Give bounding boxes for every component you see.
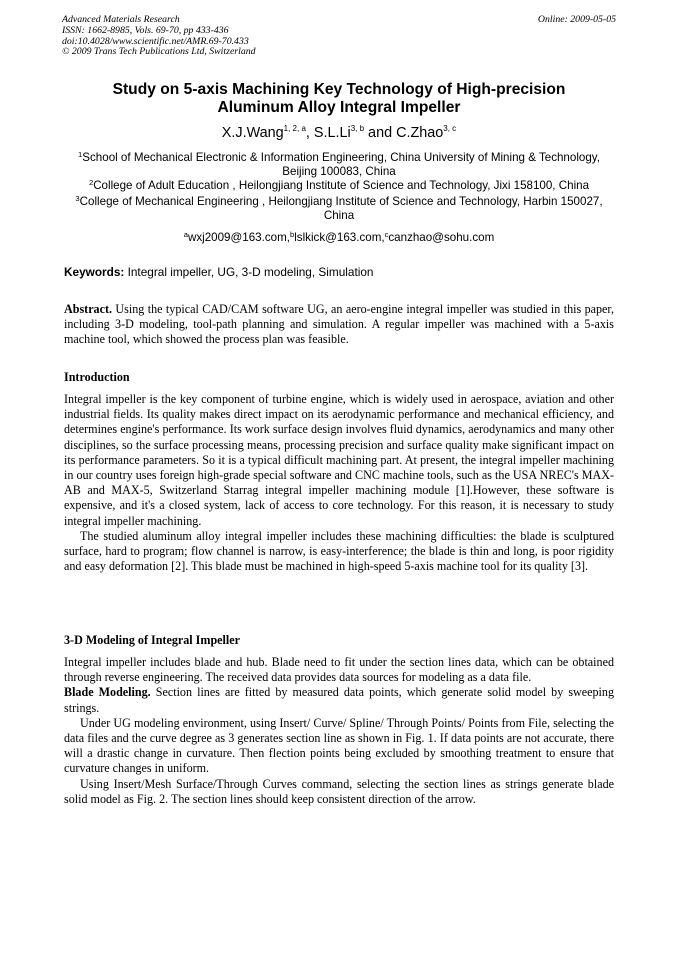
keywords (64, 265, 614, 279)
email-address: lslkick@163.com, (294, 231, 385, 244)
email-address: canzhao@sohu.com (388, 231, 495, 244)
section-heading-introduction: Introduction (64, 370, 130, 384)
author-affiliation-mark: 3, c (443, 124, 457, 133)
online-date: Online: 2009-05-05 (537, 14, 616, 25)
introduction-paragraph-1: Integral impeller is the key component of turbine engine, which is widely used in aerospace, aviation and other industrial fields. Its quality makes direct impact on its aerodynamic performance and mechanical efficiency, and determines engine's performance. Its work surface design involves fluid dynamics, aerodynamics and many other disciplines, so the surface processing means, processing precision and surface quality make significant impact on its performance parameters. So it is a typical difficult machining part. At present, the integral impeller machining in our country uses foreign high-grade special software and CNC machine tools, such as the USA NREC's MAX-AB and MAX-5, Switzerland Starrag integral impeller machining module [1].However, these software is expensive, and it's a closed system, lack of access to core technology. For this reason, it is necessary to study integral impeller machining. (64, 392, 614, 528)
keywords-text: Integral impeller, UG, 3-D modeling, Simulation (124, 265, 374, 279)
journal-header (62, 15, 616, 58)
author-affiliation-mark: 1, 2, a (283, 124, 306, 133)
title-line-2: Aluminum Alloy Integral Impeller (217, 99, 461, 116)
affiliation-text: College of Mechanical Engineering , Heilongjiang Institute of Science and Technology, Harbin 150027, China (79, 195, 603, 223)
abstract-paragraph (64, 302, 614, 348)
author-list (64, 124, 614, 142)
email-mark: c (384, 230, 389, 239)
blade-modeling-label: Blade Modeling. (64, 685, 151, 700)
introduction-paragraph-2: The studied aluminum alloy integral impeller includes these machining difficulties: the blade is sculptured surface, hard to program; flow channel is narrow, is easy-interference; the blade is thin and long, is poor rigidity and easy deformation [2]. This blade must be machined in high-speed 5-axis machine tool for its quality [3]. (64, 528, 614, 574)
abstract (64, 302, 614, 348)
paper-title (64, 81, 614, 117)
abstract-text: Using the typical CAD/CAM software UG, an aero-engine integral impeller was studied in this paper, including 3-D modeling, tool-path planning and simulation. A regular impeller was machined with a 5-axis machine tool, which showed the process plan was feasible. (64, 302, 614, 347)
affiliation-text: College of Adult Education , Heilongjiang Institute of Science and Technology, Jixi 158100, China (93, 179, 590, 192)
affiliation-text: School of Mechanical Electronic & Information Engineering, China University of Mining & Technology, Beijing 100083, China (82, 151, 600, 179)
journal-name: Advanced Materials Research (62, 14, 180, 25)
author-name: S.L.Li (313, 125, 351, 141)
email-address: wxj2009@163.com, (187, 231, 290, 244)
affiliation-mark: 1 (78, 150, 83, 159)
author-affiliation-mark: 3, b (350, 124, 365, 133)
email-mark: b (289, 230, 295, 239)
author-separator: and (364, 125, 397, 141)
author-name: X.J.Wang (221, 125, 284, 141)
title-line-1: Study on 5-axis Machining Key Technology of High-precision (112, 81, 566, 98)
affiliation-3 (64, 195, 614, 223)
affiliation-mark: 2 (88, 178, 94, 187)
modeling-paragraph-1: Integral impeller includes blade and hub. Blade need to fit under the section lines data, which can be obtained through reverse engineering. The received data provides data sources for modeling as a data file. (64, 655, 614, 685)
journal-doi: doi:10.4028/www.scientific.net/AMR.69-70.433 (62, 35, 249, 47)
abstract-label: Abstract. (64, 302, 113, 316)
section-heading-3d-modeling: 3-D Modeling of Integral Impeller (64, 633, 241, 647)
journal-copyright: © 2009 Trans Tech Publications Ltd, Switzerland (62, 46, 256, 58)
modeling-paragraph-2 (64, 685, 614, 715)
keywords-label: Keywords: (64, 265, 125, 279)
introduction-section (64, 392, 614, 574)
modeling-paragraph-4: Using Insert/Mesh Surface/Through Curves command, selecting the section lines as strings generate blade solid model as Fig. 2. The section lines should keep consistent direction of the arrow. (64, 776, 614, 806)
blade-modeling-text: Section lines are fitted by measured data points, which generate solid model by sweeping strings. (64, 685, 615, 715)
affiliation-2 (64, 179, 614, 193)
affiliation-1 (64, 151, 614, 179)
journal-issn: ISSN: 1662-8985, Vols. 69-70, pp 433-436 (62, 24, 229, 36)
email-mark: a (183, 230, 188, 239)
modeling-paragraph-3: Under UG modeling environment, using Insert/ Curve/ Spline/ Through Points/ Points from File, selecting the data files and the curve degree as 3 generates section line as shown in Fig. 1. If data points are not accurate, there will a drastic change in curvature. Then flection points being excluded by smoothing treatment to ensure that curvature changes in uniform. (64, 715, 614, 776)
author-name: C.Zhao (396, 125, 444, 141)
modeling-section (64, 655, 614, 807)
author-separator: , (305, 125, 314, 141)
author-emails (64, 231, 614, 245)
affiliation-mark: 3 (75, 194, 80, 203)
